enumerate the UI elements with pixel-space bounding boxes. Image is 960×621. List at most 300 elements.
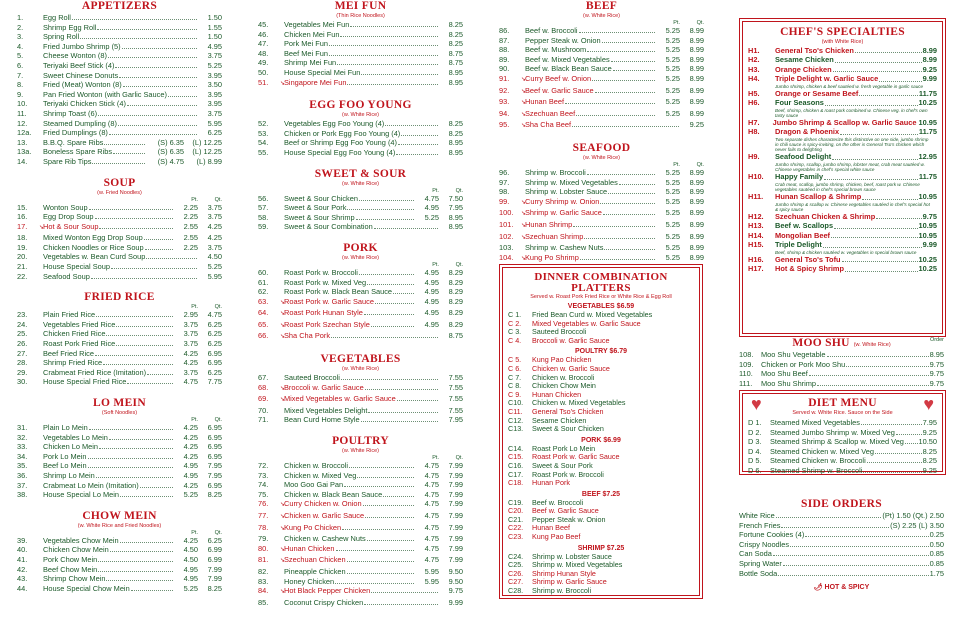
chili-pepper-icon: ➘ [280,80,286,87]
combo-group-header: SHRIMP $7.25 [577,544,625,552]
section-title: POULTRY [332,435,389,448]
combo-name: Fried Bean Curd w. Mixed Vegetables [532,310,653,319]
combo-name: Sweet & Sour Pork [532,460,593,470]
item-name: Sha Cha Pork [284,331,331,341]
item-price-small: 4.75 [424,511,439,520]
chef-price: 11.75 [918,127,937,137]
item-name: Szechuan Chicken [284,555,346,565]
item-price: 0.50 [929,539,944,549]
menu-item [17,423,222,433]
item-number: 84. [258,586,269,596]
item-name: Wonton Soup [43,202,88,212]
combo-number: C15. [508,452,524,462]
item-price: 8.25 [922,456,937,466]
chef-number: H3. [748,64,760,74]
chef-list [748,46,937,274]
item-name: Beef Fried Rice [43,348,94,358]
item-price: 5.95 [207,271,222,281]
menu-item [499,187,704,197]
dot-leader [99,228,173,229]
dot-leader [825,98,918,105]
item-name: Steamed Dumpling (8) [43,118,117,128]
item-price: 8.95 [448,77,463,87]
item-number: 104. [499,252,514,262]
menu-item [17,51,222,61]
item-price-small: 4.95 [424,287,439,297]
item-name: Bottle Soda [739,568,778,578]
chef-name: Four Seasons [775,98,824,108]
item-number: 48. [258,48,269,58]
dot-leader [876,212,921,219]
item-price: 6.99 [207,545,222,555]
dot-leader [603,214,655,215]
item-price-small: 4.75 [424,534,439,544]
chef-name: Triple Delight [775,240,822,250]
section-subtitle: (w. White Rice and Fried Noodles) [77,522,162,529]
item-name: House Special Mei Fun [284,67,361,77]
item-price: 7.50 [448,193,463,203]
quart-label: Qt. [455,261,463,268]
item-price: 3.50 [207,80,222,90]
item-name: Beef Lo Mein [43,461,87,471]
item-price: 9.75 [448,586,463,596]
dot-leader [92,163,145,164]
menu-item [258,331,463,343]
item-price: 7.99 [448,461,463,471]
item-name: Hot & Sour Soup [43,221,99,231]
combo-number: C19. [508,497,524,507]
item-price-small: (S) 4.75 [157,156,184,166]
item-number: 102. [499,231,514,241]
item-price: 7.99 [448,534,463,544]
chili-pepper-icon: ➘ [280,322,286,329]
chef-price: 10.25 [918,264,937,274]
chef-price: 10.95 [918,230,937,240]
item-name: Vegetables Egg Foo Young (4) [284,119,385,129]
chef-number: H17. [748,264,764,274]
item-number: 15. [17,202,28,212]
menu-column-2 [258,0,463,617]
chef-name: General Tso's Chicken [775,46,854,55]
item-price: 7.99 [448,480,463,490]
item-price: 8.25 [207,583,222,593]
item-price-small: 4.75 [424,543,439,553]
chef-number: H4. [748,74,760,84]
item-name: Fried Jumbo Shrimp (5) [43,41,121,51]
section-title: SOUP [103,176,136,189]
chef-price: 10.25 [918,254,937,264]
chef-number: H8. [748,127,760,137]
dot-leader [580,259,655,260]
menu-item [17,555,222,565]
item-number: 43. [17,574,28,584]
quart-label: Qt. [214,304,222,311]
item-name: Crabmeat Fried Rice (Imitation) [43,367,147,377]
section-title: EGG FOO YOUNG [309,99,412,112]
item-price-small: 4.95 [183,461,198,471]
dot-leader [108,57,197,58]
menu-item [258,30,463,40]
combo-number: C 5. [508,355,522,365]
dot-leader [89,429,173,430]
item-name: Boneless Spare Ribs [43,147,113,157]
item-name: Shrimp Fried Rice [43,358,103,368]
dot-leader [347,84,438,85]
item-number: 103. [499,243,514,253]
chef-price: 10.25 [918,98,937,108]
dot-leader [896,434,922,435]
dot-leader [397,400,438,401]
moo-shu-title: MOO SHU [792,337,850,349]
menu-item [258,577,463,587]
dot-leader [375,303,414,304]
menu-item [258,138,463,148]
item-name: Pork Chow Mein [43,554,98,564]
menu-item [499,120,704,132]
menu-item [499,74,704,86]
dot-leader [96,316,173,317]
dot-leader [613,70,655,71]
dot-leader [96,477,173,478]
list-item [739,559,944,569]
item-price-small: 5.25 [665,252,680,262]
chef-item [748,46,937,55]
item-price: 3.75 [207,108,222,118]
item-name: Singapore Mei Fun [284,77,347,87]
dot-leader [98,115,197,116]
item-price-small: 5.25 [665,187,680,197]
item-price-small: 4.95 [183,564,198,574]
combo-name: Chicken Chow Mein [532,381,596,391]
chili-pepper-icon: ➘ [280,502,286,509]
item-name: Chicken Noodles or Rice Soup [43,242,144,252]
item-name: Mixed Vegetables Delight [284,405,368,415]
item-price-small: 5.25 [665,177,680,187]
item-price: 8.99 [689,54,704,64]
combo-name: Hunan Pork [532,478,570,488]
item-price: 9.25 [922,427,937,437]
menu-item [17,310,222,320]
dot-leader [905,443,918,444]
combo-number: C27. [508,577,524,587]
dot-leader [365,517,414,518]
menu-item [17,565,222,575]
chef-description: Jumbo shrimp, scallop, jumbo shrimp, lobster meat, crab meat sautéed w. Chinese vegetables in chef's special white sauce [775,161,925,173]
item-number: D 4. [748,446,762,456]
item-name: Coconut Crispy Chicken [284,597,364,607]
item-number: 3. [17,32,24,42]
combo-name: Beef w. Garlic Sauce [532,506,599,516]
item-number: 67. [258,373,269,383]
item-price: 6.95 [207,480,222,490]
item-number: 101. [499,219,514,229]
item-name: Roast Pork w. Black Bean Sauce [284,287,393,297]
dot-leader [364,314,414,315]
item-name: Chicken Chow Mein [43,545,109,555]
item-number: 111. [739,378,753,388]
item-number: 92. [499,85,510,95]
item-price: 7.99 [207,564,222,574]
dot-leader [367,284,414,285]
dot-leader [365,389,438,390]
dot-leader [835,55,922,62]
item-name: Chicken w. Black Bean Sauce [284,489,383,499]
chef-name: Happy Family [775,172,824,182]
item-number: 94. [499,108,510,118]
menu-item [17,574,222,584]
chef-name: Jumbo Shrimp & Scallop w. Garlic Sauce [772,118,917,128]
item-price: 1.75 [929,568,944,578]
item-number: 54. [258,138,269,148]
dot-leader [863,472,921,473]
combo-number: C14. [508,443,524,453]
chef-name: Triple Delight w. Garlic Sauce [775,74,879,84]
menu-item [258,499,463,511]
menu-item [258,58,463,68]
quart-label: Qt. [455,455,463,462]
dot-leader [576,115,655,116]
item-price: 9.75 [929,378,944,388]
chili-pepper-icon: ➘ [280,397,286,404]
item-name: White Rice [739,511,775,520]
dot-leader [579,32,655,33]
dot-leader [359,200,414,201]
chef-item [748,192,937,201]
chef-price: 8.99 [922,46,937,55]
chili-pepper-icon: ➘ [521,88,527,95]
item-price: 3.75 [207,242,222,252]
item-name: Moo Shu Shrimp [761,378,817,388]
hot-spicy-legend [739,583,944,591]
item-price: 8.99 [689,243,704,253]
combo-name: Broccoli w. Garlic Sauce [532,335,610,345]
dot-leader [118,125,197,126]
section-title: CHOW MEIN [82,509,157,522]
item-name: Chicken Fried Rice [43,329,106,339]
item-price-small: 5.25 [665,73,680,83]
item-name: Seafood Soup [43,271,90,281]
menu-section [258,168,463,232]
menu-item [258,394,463,406]
item-price-small: 3.75 [183,367,198,377]
item-number: 86. [499,26,510,35]
dot-leader [842,255,918,262]
dot-leader [371,326,414,327]
dot-leader [144,239,173,240]
combo-groups [508,302,694,596]
moo-shu-list [739,350,944,388]
combo-number: C17. [508,469,524,479]
dot-leader [109,439,173,440]
dot-leader [827,356,929,357]
item-price-small: 2.95 [183,310,198,320]
dot-leader [116,326,173,327]
item-number: 50. [258,67,269,77]
item-number: 66. [258,331,269,341]
item-name: B.B.Q. Spare Ribs [43,137,104,147]
dot-leader [342,529,414,530]
item-name: Roast Pork Hunan Style [284,308,363,318]
item-number: 69. [258,394,269,404]
combo-name: Chicken w. Broccoli [532,372,595,382]
pint-label: Pt. [673,20,680,26]
dot-leader [359,274,414,275]
item-price-small: 3.75 [183,329,198,339]
item-number: 47. [258,39,269,49]
item-number: 98. [499,187,510,197]
menu-item [17,262,222,272]
side-orders-section [739,498,944,591]
dot-leader [331,337,438,338]
item-name: Crabmeat Lo Mein (Imitation) [43,480,139,490]
side-orders-list [739,511,944,578]
item-name: Vegetables Fried Rice [43,319,116,329]
dot-leader [371,592,438,593]
menu-item [17,329,222,339]
item-name: Curry Beef w. Onion [525,73,592,83]
combo-number: C24. [508,551,524,561]
chef-price: 8.99 [922,55,937,65]
combo-number: C22. [508,523,524,533]
dot-leader [106,335,173,336]
item-number: 5. [17,51,24,61]
item-price: 9.25 [922,465,937,475]
item-price: 8.99 [689,208,704,218]
item-name: Spring Roll [43,32,80,42]
chef-name: Szechuan Chicken & Shrimp [775,211,876,221]
combo-number: C23. [508,532,524,542]
menu-item [17,272,222,282]
item-price: 8.99 [689,252,704,262]
list-item [739,379,944,389]
item-name: Mixed Vegetables w. Garlic Sauce [284,394,396,404]
chef-number: H9. [748,152,760,162]
item-price-small: 5.25 [183,490,198,500]
item-name: Moo Goo Gai Pan [284,480,344,490]
combo-name: Chicken w. Garlic Sauce [532,363,610,373]
item-price-small: 4.95 [424,203,439,213]
combo-note: Served w. Roast Pork Fried Rice or White Rice & Egg Roll [530,294,672,300]
item-price-small: 4.75 [424,489,439,499]
item-number: 26. [17,339,28,349]
dot-leader [833,65,922,72]
dot-leader [337,64,438,65]
chef-item [748,172,937,181]
menu-item [258,534,463,544]
item-name: Plain Fried Rice [43,310,96,320]
combo-group-header: BEEF $7.25 [581,490,621,498]
dot-leader [116,345,173,346]
item-name: Curry Shrimp w. Onion [525,196,600,206]
diet-menu-box [742,393,943,475]
list-item [748,456,937,466]
dot-leader [773,555,929,556]
section-title: SWEET & SOUR [314,167,407,180]
menu-section [258,99,463,157]
combo-name: Hunan Chicken [532,389,582,399]
combo-number: C11. [508,406,523,416]
item-price: 3.95 [207,99,222,109]
combo-group-header: POULTRY $6.79 [574,348,627,356]
dot-leader [357,477,414,478]
item-price-small: (S) 6.35 [157,147,184,157]
item-name: Shrimp w. Lobster Sauce [525,187,608,197]
menu-section [17,510,222,594]
item-price-small: 5.25 [665,219,680,229]
section-title: PORK [343,241,378,254]
item-price: 7.55 [448,373,463,383]
chili-pepper-icon: ➘ [521,123,527,130]
item-number: 22. [17,271,28,281]
menu-section [258,435,463,607]
item-price: 4.75 [207,310,222,320]
item-number: 46. [258,29,269,39]
dot-leader [368,412,438,413]
item-price-small: 4.75 [424,555,439,565]
item-price: 8.29 [448,296,463,306]
item-price: 6.25 [207,319,222,329]
item-number: 13a. [17,147,32,157]
chili-pepper-icon: ➘ [280,299,286,306]
section-title: APPETIZERS [81,0,158,12]
item-price-small: 5.25 [665,231,680,241]
item-price: 8.75 [448,331,463,341]
list-item [739,530,944,540]
item-name: Sweet & Sour Shrimp [284,212,355,222]
item-name: Beef Mei Fun [284,48,328,58]
item-price-small: 4.50 [183,545,198,555]
item-number: 88. [499,45,510,55]
combo-number: C 3. [508,327,522,337]
item-number: 62. [258,287,269,297]
chili-pepper-icon: ➘ [280,514,286,520]
dot-leader [834,221,917,228]
item-number: 80. [258,543,269,553]
dot-leader [72,19,197,20]
item-name: Honey Chicken [284,576,335,586]
diet-subtitle: Served w. White Rice. Sauce on the Side [792,410,893,416]
item-price-small: 4.75 [424,480,439,490]
item-price-small: 4.25 [183,442,198,452]
item-number: 27. [17,348,28,358]
combo-number: C 9. [508,389,522,399]
section-subtitle: (w. White Rice) [583,13,620,19]
item-number: D 3. [748,437,762,447]
item-name: Bean Curd Home Style [284,415,360,425]
item-number: 56. [258,193,269,203]
section-title: VEGETABLES [320,353,401,366]
item-name: Sweet & Sour Combination [284,222,373,232]
item-price-small: 4.25 [183,358,198,368]
item-number: 57. [258,203,269,213]
item-price: 8.29 [448,308,463,318]
chili-pepper-icon: ➘ [280,589,286,596]
dot-leader [347,561,414,562]
dot-leader [344,486,414,487]
item-number: 2. [17,22,24,32]
item-number: D 1. [748,418,762,427]
list-item [739,569,944,579]
menu-item [17,377,222,387]
combo-number: C 7. [508,372,522,382]
item-name: Cheese Wonton (8) [43,51,107,61]
dot-leader [131,590,173,591]
combo-name: General Tso's Chicken [532,406,604,416]
dot-leader [608,193,655,194]
menu-item [17,358,222,368]
item-price: 8.95 [448,147,463,157]
item-name: Spring Water [739,558,782,568]
